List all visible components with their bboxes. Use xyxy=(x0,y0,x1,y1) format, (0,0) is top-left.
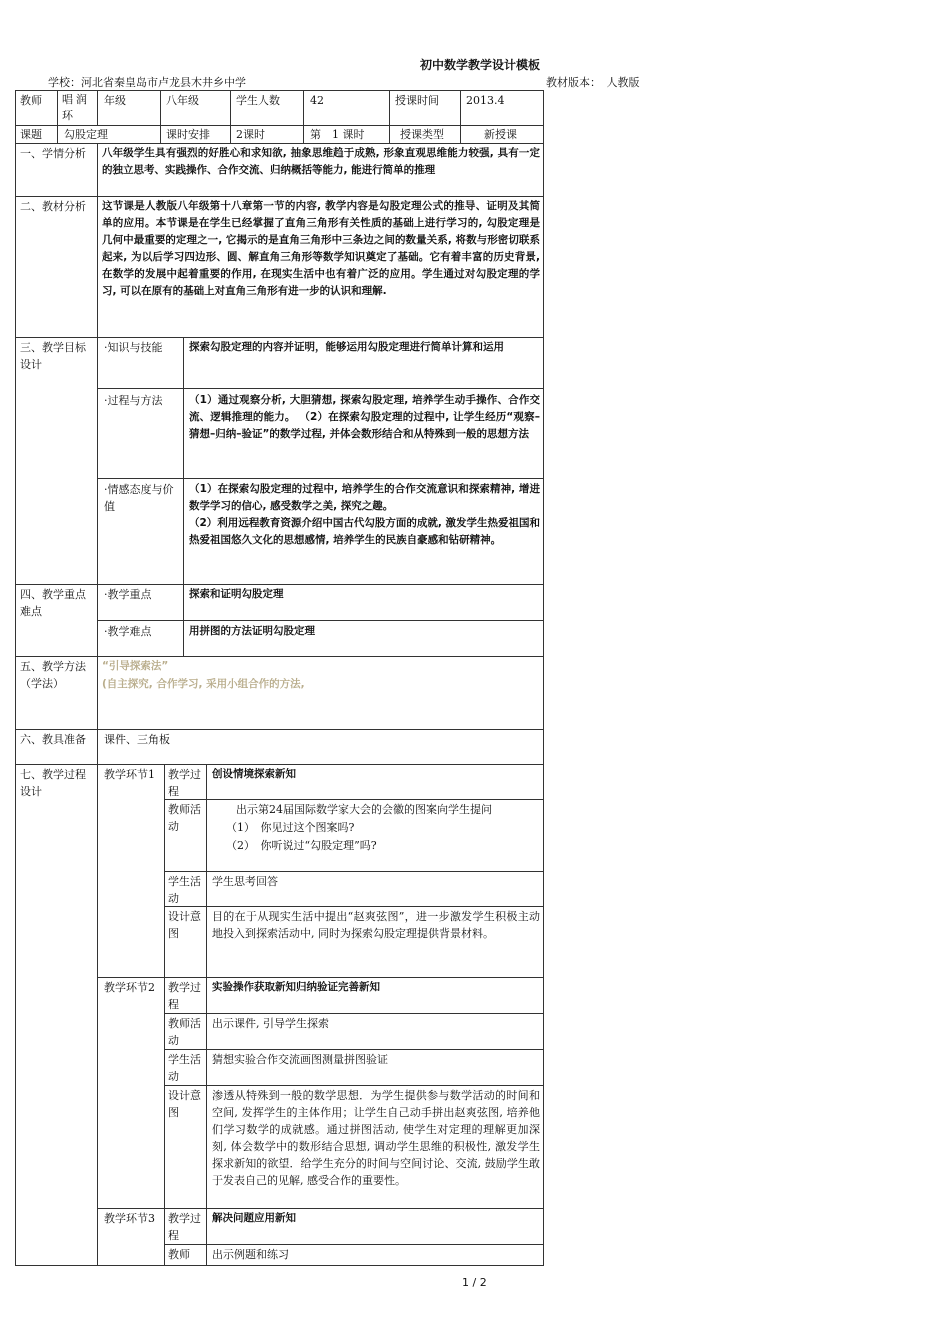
row-line xyxy=(15,90,544,91)
students-value: 42 xyxy=(310,94,324,107)
phase-2-teacher-text: 出示课件, 引导学生探索 xyxy=(212,1017,329,1030)
row-line xyxy=(97,478,544,479)
grade-value: 八年级 xyxy=(166,94,199,107)
page-number: 1 / 2 xyxy=(462,1276,487,1289)
col-line xyxy=(230,90,231,143)
class-time-value: 2013.4 xyxy=(466,94,505,107)
row-line xyxy=(15,143,544,144)
row-line xyxy=(164,1049,544,1050)
phase-3-process-label: 教学过程 xyxy=(168,1212,201,1242)
phase-2-student-text: 猜想实验合作交流画图测量拼图验证 xyxy=(212,1053,388,1066)
row-line xyxy=(164,1085,544,1086)
objective-emotion-label: ·情感态度与价值 xyxy=(104,483,174,513)
phase-1-process-label: 教学过程 xyxy=(168,768,201,798)
phase-1-teacher-line-2: （1） 你见过这个图案吗? xyxy=(226,821,355,834)
teaching-method: “引导探索法” xyxy=(102,660,169,672)
col-line xyxy=(57,90,58,143)
key-point-label: ·教学重点 xyxy=(104,588,152,601)
key-point-text: 探索和证明勾股定理 xyxy=(189,588,284,600)
row-line xyxy=(15,196,544,197)
teacher-label: 教师 xyxy=(20,94,42,107)
section-key-points-label: 四、教学重点难点 xyxy=(20,588,86,618)
topic-value: 勾股定理 xyxy=(64,128,108,141)
objective-process-label: ·过程与方法 xyxy=(104,394,163,407)
phase-1-process-text: 创设情境探索新知 xyxy=(212,768,296,780)
phase-1-intent-text: 目的在于从现实生活中提出“赵爽弦图”，进一步激发学生积极主动地投入到探索活动中, 同时为探索勾股定理提供背景材料。 xyxy=(212,910,540,940)
schedule-value: 2课时 xyxy=(236,128,265,141)
phase-3-process-text: 解决问题应用新知 xyxy=(212,1212,296,1224)
phase-2-label: 教学环节2 xyxy=(104,981,155,994)
row-line xyxy=(15,584,544,585)
col-line xyxy=(97,143,98,1265)
lesson-number: 第 1 课时 xyxy=(310,128,365,141)
topic-label: 课题 xyxy=(20,128,42,141)
phase-1-label: 教学环节1 xyxy=(104,768,155,781)
students-label: 学生人数 xyxy=(236,94,280,107)
section-student-analysis-text: 八年级学生具有强烈的好胜心和求知欲, 抽象思维趋于成熟, 形象直观思维能力较强, 具有一定的独立思考、实践操作、合作交流、归纳概括等能力, 能进行简单的推理 xyxy=(102,147,540,176)
section-textbook-analysis-text: 这节课是人教版八年级第十八章第一节的内容, 教学内容是勾股定理公式的推导、证明及其简单的应用。本节课是在学生已经掌握了直角三角形有关性质的基础上进行学习的, 勾股定理是几何中最重要的定理之一, 它揭示的是直角三角形中三条边之间的数量关系, 将数与形密切联系起来, 为以后学习四边形、圆、解直角三角形等数学知识奠定了基础。它有着丰富的历史背景, 在数学的发展中起着重要的作用, 在现实生活中也有着广泛的应用。学生通过对勾股定理的学习, 可以在原有的基础上对直角三角形有进一步的认识和理解. xyxy=(102,200,540,297)
col-line xyxy=(160,90,161,143)
row-line xyxy=(164,871,544,872)
lesson-type-label: 授课类型 xyxy=(400,128,444,141)
row-line xyxy=(164,1244,544,1245)
phase-2-student-label: 学生活动 xyxy=(168,1053,201,1083)
phase-1-teacher-line-1: 出示第24届国际数学家大会的会徽的图案向学生提问 xyxy=(236,803,492,816)
section-process-label: 七、教学过程设计 xyxy=(20,768,86,798)
row-line xyxy=(164,1013,544,1014)
section-method-label: 五、教学方法（学法） xyxy=(20,660,86,690)
row-line xyxy=(97,388,544,389)
grade-label: 年级 xyxy=(104,94,126,107)
row-line xyxy=(15,1265,544,1266)
objective-emotion-text-1: （1）在探索勾股定理的过程中, 培养学生的合作交流意识和探索精神, 增进数学学习的信心, 感受数学之美, 探究之趣。 xyxy=(189,483,540,512)
col-line xyxy=(183,337,184,656)
objective-knowledge-label: ·知识与技能 xyxy=(104,341,163,354)
row-line xyxy=(15,729,544,730)
row-line xyxy=(15,337,544,338)
row-line xyxy=(97,620,544,621)
phase-2-teacher-label: 教师活动 xyxy=(168,1017,201,1047)
section-objectives-label: 三、教学目标设计 xyxy=(20,341,86,371)
phase-1-student-text: 学生思考回答 xyxy=(212,875,278,888)
textbook-edition: 教材版本： 人教版 xyxy=(546,76,640,89)
class-time-label: 授课时间 xyxy=(395,94,439,107)
col-line xyxy=(164,764,165,1265)
col-line xyxy=(206,764,207,1265)
difficult-point-text: 用拼图的方法证明勾股定理 xyxy=(189,625,315,637)
phase-2-process-text: 实验操作获取新知归纳验证完善新知 xyxy=(212,981,380,993)
study-method: (自主探究, 合作学习, 采用小组合作的方法, xyxy=(102,678,305,690)
tools-text: 课件、三角板 xyxy=(104,733,170,746)
objective-knowledge-text: 探索勾股定理的内容并证明，能够运用勾股定理进行简单计算和运用 xyxy=(189,341,504,353)
col-line xyxy=(303,90,304,143)
objective-emotion-text-2: （2）利用远程教育资源介绍中国古代勾股方面的成就, 激发学生热爱祖国和热爱祖国悠久文化的思想感情, 培养学生的民族自豪感和钻研精神。 xyxy=(189,517,540,546)
row-line xyxy=(164,799,544,800)
phase-3-teacher-text: 出示例题和练习 xyxy=(212,1248,289,1261)
phase-1-student-label: 学生活动 xyxy=(168,875,201,905)
row-line xyxy=(164,906,544,907)
col-line xyxy=(460,90,461,143)
table-border-left xyxy=(15,90,16,1265)
schedule-label: 课时安排 xyxy=(166,128,210,141)
section-tools-label: 六、教具准备 xyxy=(20,733,86,746)
col-line xyxy=(389,90,390,143)
phase-2-intent-text: 渗透从特殊到一般的数学思想．为学生提供参与数学活动的时间和空间, 发挥学生的主体作用；让学生自己动手拼出赵爽弦图, 培养他们学习数学的成就感。通过拼图活动, 使学生对定理的理解更加深刻, 体会数学中的数形结合思想, 调动学生思维的积极性, 激发学生探求新知的欲望．给学生充分的时间与空间讨论、交流, 鼓励学生敢于发表自己的见解, 感受合作的重要性。 xyxy=(212,1089,540,1187)
col-line xyxy=(97,90,98,125)
phase-2-process-label: 教学过程 xyxy=(168,981,201,1011)
difficult-point-label: ·教学难点 xyxy=(104,625,152,638)
section-student-analysis-label: 一、学情分析 xyxy=(20,147,86,160)
school-name: 学校：河北省秦皇岛市卢龙县木井乡中学 xyxy=(48,76,246,89)
row-line xyxy=(15,764,544,765)
phase-1-teacher-line-3: （2） 你听说过“勾股定理”吗? xyxy=(226,839,377,852)
row-line xyxy=(15,656,544,657)
objective-process-text: （1）通过观察分析, 大胆猜想, 探索勾股定理, 培养学生动手操作、合作交流、逻辑推理的能力。 （2）在探索勾股定理的过程中, 让学生经历“观察–猜想–归纳–验证”的数学过程, 并体会数形结合和从特殊到一般的思想方法 xyxy=(189,394,540,440)
teacher-name: 唱润环 xyxy=(62,93,90,122)
phase-1-intent-label: 设计意图 xyxy=(168,910,201,940)
document-title: 初中数学教学设计模板 xyxy=(420,58,541,72)
phase-3-label: 教学环节3 xyxy=(104,1212,155,1225)
table-border-right xyxy=(543,90,544,1265)
lesson-type-value: 新授课 xyxy=(484,128,517,141)
phase-2-intent-label: 设计意图 xyxy=(168,1089,201,1119)
phase-3-teacher-label: 教师 xyxy=(168,1248,190,1261)
section-textbook-analysis-label: 二、教材分析 xyxy=(20,200,86,213)
phase-1-teacher-label: 教师活动 xyxy=(168,803,201,833)
